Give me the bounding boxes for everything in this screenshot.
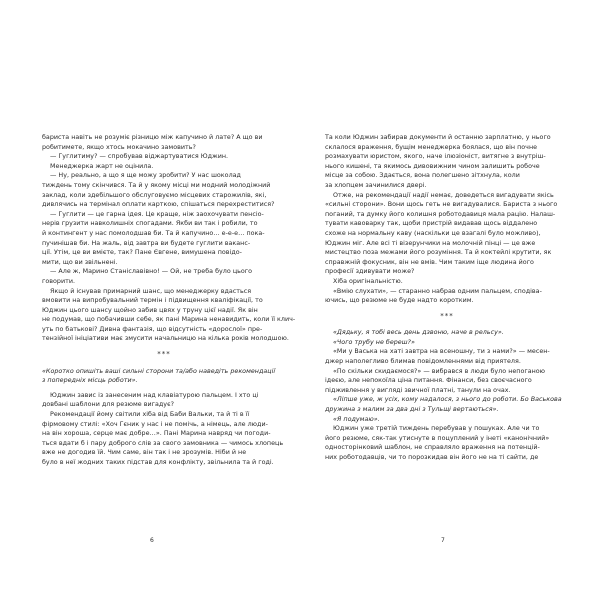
text-line: ючись, що резюме не буде надто коротким.	[325, 297, 474, 305]
italic-line: «Ліпше уже, ж усіх, кому надалося, з нього до роботи. Бо Васькова	[333, 396, 562, 404]
text-line: односторінковий шаблон, не справляло враження на потенцій-	[325, 444, 540, 452]
section-separator: ***	[440, 311, 454, 320]
text-line: пучинішав би. На жаль, від завтра ви будете гуглити ваканс-	[42, 239, 251, 247]
text-line: «сильні сторони». Вони щось геть не вигадувалися. Бариста з нього	[325, 201, 558, 209]
text-line: тиждень тому скінчився. Та й у якому місці ми модний молодіжний	[42, 181, 271, 189]
text-line: Якщо й існував примарний шанс, що менеджерку вдасться	[50, 287, 252, 295]
right-page-body-bottom	[325, 328, 569, 462]
text-line: джер наполегливо блимав повідомленнями від приятеля.	[325, 358, 521, 366]
text-line: Менеджерка жарт не оцінила.	[50, 162, 154, 170]
text-line: ться вдати б і пару доброго слів за свого замовника — чимось хлопець	[42, 439, 284, 447]
text-line: ції. Утім, це ви вмієте, так? Пане Євгене, вимушена повідо-	[42, 249, 242, 257]
right-page-body-top	[325, 133, 569, 306]
right-page	[325, 133, 569, 463]
text-line: справжній фокусник, він не вмів. Чим таким іще людина його	[325, 258, 534, 266]
text-line: фірмовому стилі: «Хоч Гєник у нас і не помічь, а німець, але люди-	[42, 420, 268, 428]
page-number: 6	[150, 537, 154, 544]
text-line: Юджин міг. Але всі ті візерунчики на молочній пінці — це вже	[325, 239, 536, 247]
text-line: й контингент у нас помолодшав би. Та й капучино… е-е-е… пока-	[42, 229, 265, 237]
left-page-body-bottom	[42, 391, 286, 468]
text-line: місце за собою. Здається, вона полегшено зітхнула, коли	[325, 172, 520, 180]
italic-line: «Я подумаю».	[333, 415, 380, 423]
text-line: заклад, коли здебільшого обслуговуємо місцевих старожилів, які,	[42, 191, 267, 199]
text-line: тувати кавоварку так, щоби пристрій видавав щось віддалено	[325, 220, 538, 228]
text-line: довбані шаблони для резюме вигадує?	[42, 401, 174, 409]
text-line: було в неї жодних таких підстав для конфлікту, звільнила та й годі.	[42, 459, 274, 466]
text-line: мити, що ви звільнені.	[42, 258, 118, 266]
text-line: — Але ж, Марино Станіславівно! — Ой, не треба було цього	[50, 268, 253, 276]
left-page-prompt	[42, 367, 286, 386]
text-line: вже не догодив їй. Чим саме, він так і не зрозумів. Ніби й не	[42, 449, 247, 457]
text-line: підживлення у вигляді звичної платні, танули на очах.	[325, 386, 511, 394]
text-line: схоже на нормальну каву (наскільки це взагалі було можливо),	[325, 229, 541, 237]
text-line: бариста навіть не розуміє різницю між капучино й лате? А що ви	[42, 134, 263, 141]
text-line: робитимете, якщо хтось мокачино замовить?	[42, 143, 196, 151]
text-line: на він хороша, серце має добре…». Пані Марина навряд чи погоди-	[42, 430, 271, 438]
text-line: за хлопцем зачинилися двері.	[325, 181, 427, 189]
text-line: не подумав, що побачивши себе, як пані Марина ненавидить, коли її клич-	[42, 316, 296, 324]
page-number: 7	[441, 537, 445, 544]
text-line: «Вмію слухати», — старанно набрав одним пальцем, сподіва-	[333, 287, 542, 295]
italic-line: «Коротко опишіть ваші сильні сторони та/або наведіть рекомендації	[42, 367, 276, 375]
text-line: Рекомендації йому світили хіба від Баби Вальки, та й ті в її	[50, 411, 250, 419]
italic-line: з попередніх місць роботи».	[42, 377, 138, 385]
text-line: професії здивувати може?	[325, 268, 415, 276]
text-line: поганий, та думку його колишня роботодавиця мала рацію. Налаш-	[325, 210, 556, 218]
text-line: «По скільки скидаємося?» — вибрався в люди було непоганою	[333, 367, 546, 375]
italic-line: «Чого трубу не береш?»	[333, 338, 415, 346]
text-line: говорити.	[42, 277, 75, 285]
text-line: його резюме, сяк-так утиснуте в поцуплений у інеті «канонічний»	[325, 434, 550, 442]
text-line: — Гуглити — це гарна ідея. Це краще, ніж заохочувати пенсіо-	[50, 210, 264, 218]
text-line: мистецтво поза межами його розуміння. Та й коктейлі крутити, як	[325, 249, 552, 257]
text-line: Юджин цього шансу щойно забив цвях у труну цієї надії. Як він	[42, 306, 258, 314]
text-line: розмахувати юристом, якого, наче ілюзіоніст, витягне з внутріш-	[325, 153, 546, 161]
text-line: Та коли Юджин забирав документи й останню зарплатню, у нього	[325, 134, 551, 141]
text-line: — Ну, реально, а що я ще можу зробити? У нас шоколад	[50, 172, 241, 180]
text-line: Хіба оригінальністю.	[333, 277, 403, 285]
text-line: нього кишені, та якимось дивовижним чином залишить робоче	[325, 162, 540, 170]
italic-line: дружина з малим за два дні з Тульщі вертаються».	[325, 406, 499, 414]
text-line: дивлячись на термінал оплати карткою, спішаться перехреститися?	[42, 201, 275, 209]
text-line: склалося враження, бущім менеджерка боялася, що він почне	[325, 143, 538, 151]
left-page	[42, 133, 296, 468]
text-line: тензійної ініціативи має змусити начальницю на кілька років молодшою.	[42, 335, 289, 343]
text-line: Юджин уже третій тиждень перебував у пошуках. Але чи то	[333, 425, 540, 433]
text-line: ідеєю, але непокоїла ціна питання. Фінанси, без своєчасного	[325, 377, 532, 385]
section-separator: ***	[157, 350, 171, 359]
text-line: — Гуглитиму? — спробував віджартуватися Юджин.	[50, 153, 229, 161]
text-line: Юджин завис із занесеним над клавіатурою пальцем. І хто ці	[50, 391, 259, 399]
text-line: нерів грузити навколишніх спогадами. Якби ви так і робили, то	[42, 220, 258, 228]
text-line: уть по батькові? Дивна фантазія, що відсутність «дорослої» пре-	[42, 325, 263, 333]
italic-line: «Дядьку, я тобі весь день дзвоню, наче в рельсу».	[333, 329, 504, 337]
text-line: «Ми у Васька на хаті завтра на всеношну, ти з нами?» — месен-	[333, 348, 550, 356]
text-line: Отже, на рекомендації надії немає, доведеться вигадувати якісь	[333, 191, 554, 199]
text-line: них роботодавців, чи то порозкидав він його не на ті сайти, де	[325, 454, 539, 461]
text-line: вмовити на випробувальний термін і підвищення кваліфікації, то	[42, 297, 263, 305]
left-page-body-top	[42, 133, 296, 344]
